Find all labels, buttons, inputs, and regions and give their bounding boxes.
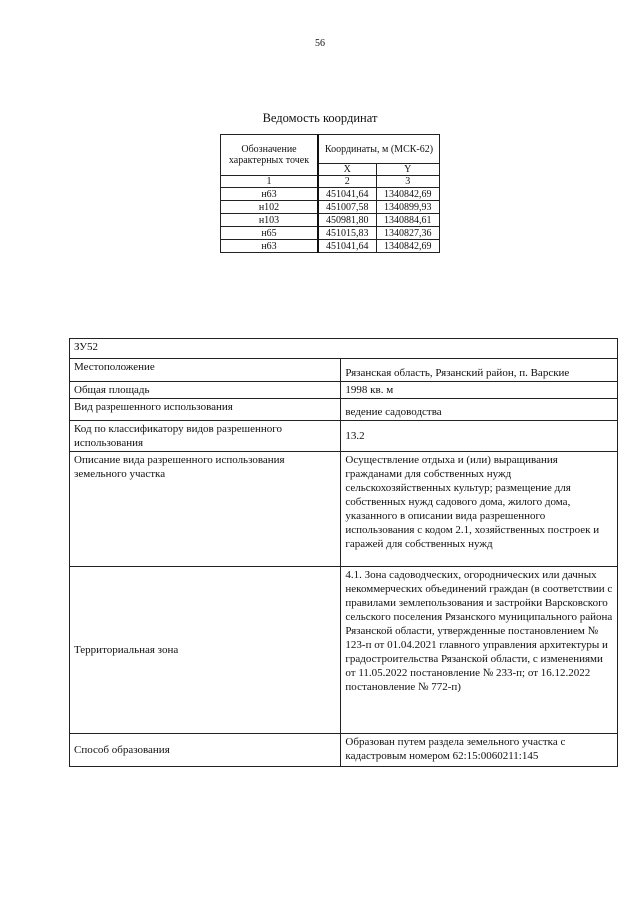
coord-y: 1340842,69 <box>376 188 439 201</box>
col-x-header: X <box>318 164 376 176</box>
location-label: Местоположение <box>70 359 341 382</box>
area-label: Общая площадь <box>70 382 341 399</box>
location-value: Рязанская область, Рязанский район, п. Варские <box>341 359 618 382</box>
code-label: Код по классификатору видов разрешенного использования <box>70 421 341 452</box>
table-row <box>221 188 440 201</box>
parcel-info-table <box>69 338 618 767</box>
point-name: н63 <box>221 240 319 253</box>
code-value: 13.2 <box>341 421 618 452</box>
table-row <box>221 201 440 214</box>
zone-value: 4.1. Зона садоводческих, огороднических или дачных некоммерческих объединений граждан (в соответствии с правилами землепользования и застройки Варсковского сельского поселения Рязанского муниципального района Рязанской области, утвержденные постановлением № 123-п от 01.04.2021 главного управления архитектуры и градостроительства Рязанской области, с изменениями от 11.05.2022 постановление № 233-п; от 16.12.2022 постановление № 772-п) <box>341 567 618 734</box>
zone-label: Территориальная зона <box>70 567 341 734</box>
coord-y: 1340884,61 <box>376 214 439 227</box>
table-row <box>221 214 440 227</box>
point-name: н102 <box>221 201 319 214</box>
description-label: Описание вида разрешенного использования земельного участка <box>70 452 341 567</box>
col-num-2: 2 <box>318 176 376 188</box>
coord-x: 450981,80 <box>318 214 376 227</box>
col-coords-header: Координаты, м (МСК-62) <box>318 135 440 164</box>
coord-y: 1340827,36 <box>376 227 439 240</box>
coord-y: 1340842,69 <box>376 240 439 253</box>
description-value: Осуществление отдыха и (или) выращивания гражданами для собственных нужд сельскохозяйственных культур; размещение для собственных нужд садового дома, жилого дома, указанного в описании вида разрешенного использования с кодом 2.1, хозяйственных построек и гаражей для собственных нужд <box>341 452 618 567</box>
coord-y: 1340899,93 <box>376 201 439 214</box>
coord-x: 451041,64 <box>318 240 376 253</box>
area-value: 1998 кв. м <box>341 382 618 399</box>
table-row <box>221 240 440 253</box>
coord-x: 451007,58 <box>318 201 376 214</box>
coord-statement-title: Ведомость координат <box>262 111 378 125</box>
formation-value: Образован путем раздела земельного участка с кадастровым номером 62:15:0060211:145 <box>341 734 618 767</box>
coord-x: 451015,83 <box>318 227 376 240</box>
coord-x: 451041,64 <box>318 188 376 201</box>
use-label: Вид разрешенного использования <box>70 399 341 421</box>
point-name: н63 <box>221 188 319 201</box>
use-value: ведение садоводства <box>341 399 618 421</box>
table-row <box>221 227 440 240</box>
col-num-1: 1 <box>221 176 319 188</box>
coord-table <box>220 134 440 253</box>
col-num-3: 3 <box>376 176 439 188</box>
col-y-header: Y <box>376 164 439 176</box>
parcel-id: ЗУ52 <box>70 339 618 359</box>
point-name: н65 <box>221 227 319 240</box>
col-point-header: Обозначение характерных точек <box>221 135 319 176</box>
formation-label: Способ образования <box>70 734 341 767</box>
point-name: н103 <box>221 214 319 227</box>
page-number: 56 <box>315 38 325 49</box>
